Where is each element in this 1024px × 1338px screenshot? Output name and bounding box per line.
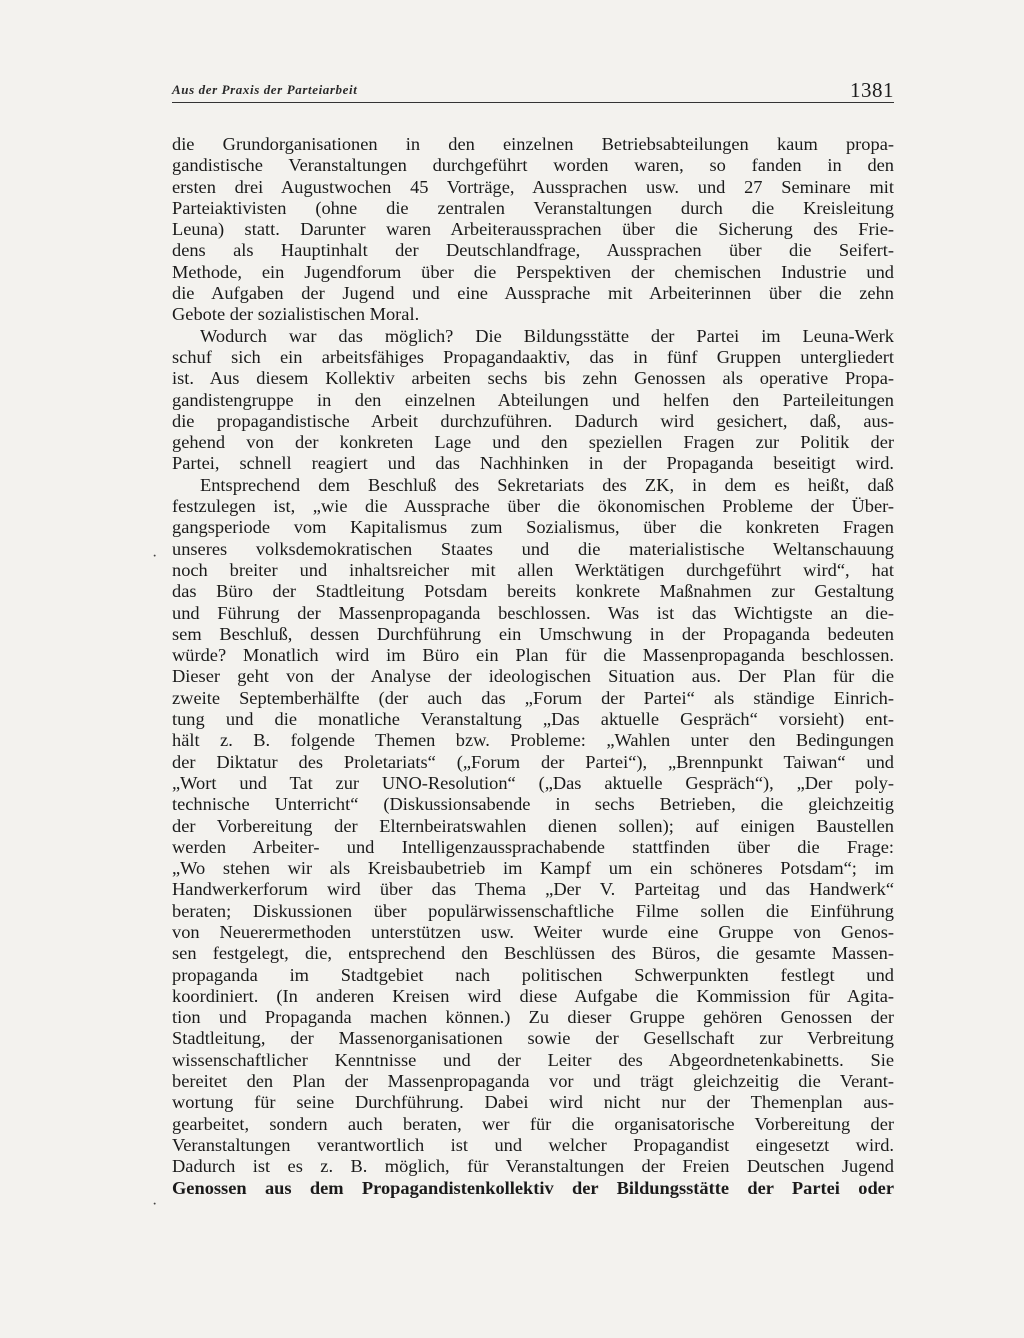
- margin-mark: ·: [152, 548, 158, 565]
- text-line: die Grundorganisationen in den einzelnen Betriebsabteilungen kaum propa-: [172, 134, 894, 154]
- text-line: Gebote der sozialistischen Moral.: [172, 304, 420, 325]
- text-line: tung und die monatliche Veranstaltung „Das aktuelle Gespräch“ vorsieht) ent-: [172, 709, 894, 730]
- text-line: Stadtleitung, der Massenorganisationen sowie der Gesellschaft zur Verbreitung: [172, 1028, 894, 1049]
- text-line: tion und Propaganda machen können.) Zu dieser Gruppe gehören Genossen der: [172, 1007, 894, 1028]
- text-line: gandistische Veranstaltungen durchgeführt worden waren, so fanden in den: [172, 155, 894, 176]
- text-line: der Vorbereitung der Elternbeiratswahlen dienen sollen); auf einigen Baustellen: [172, 815, 894, 836]
- text-line: Entsprechend dem Beschluß des Sekretariats des ZK, in dem es heißt, daß: [200, 474, 894, 495]
- text-line: ersten drei Augustwochen 45 Vorträge, Aussprachen usw. und 27 Seminare mit: [172, 176, 894, 197]
- text-line: Handwerkerforum wird über das Thema „Der V. Parteitag und das Handwerk“: [172, 879, 894, 900]
- running-head: Aus der Praxis der Parteiarbeit: [172, 82, 358, 97]
- text-line: propaganda im Stadtgebiet nach politischen Schwerpunkten festlegt und: [172, 964, 894, 985]
- text-line: Veranstaltungen verantwortlich ist und welcher Propagandist eingesetzt wird.: [172, 1134, 894, 1155]
- text-line: sen festgelegt, die, entsprechend den Beschlüssen des Büros, die gesamte Massen-: [172, 943, 894, 964]
- text-line: Wodurch war das möglich? Die Bildungsstätte der Partei im Leuna-Werk: [200, 325, 894, 346]
- body-text: [172, 134, 894, 1199]
- text-line: zweite Septemberhälfte (der auch das „Forum der Partei“ als ständige Einrich-: [172, 687, 894, 708]
- text-line: schuf sich ein arbeitsfähiges Propagandaaktiv, das in fünf Gruppen untergliedert: [172, 346, 894, 367]
- text-line: der Diktatur des Proletariats“ („Forum der Partei“), „Brennpunkt Taiwan“ und: [172, 751, 894, 772]
- text-line: dens als Hauptinhalt der Deutschlandfrage, Aussprachen über die Seifert-: [172, 240, 894, 261]
- text-line: Genossen aus dem Propagandistenkollektiv der Bildungsstätte der Partei oder: [172, 1177, 894, 1198]
- text-line: „Wo stehen wir als Kreisbaubetrieb im Kampf um ein schöneres Potsdam“; im: [172, 858, 894, 879]
- header-rule: [172, 102, 894, 103]
- text-line: gehend von der konkreten Lage und den speziellen Fragen zur Politik der: [172, 432, 894, 453]
- text-line: gangsperiode vom Kapitalismus zum Sozialismus, über die konkreten Fragen: [172, 517, 894, 538]
- text-line: würde? Monatlich wird im Büro ein Plan für die Massenpropaganda beschlossen.: [172, 645, 894, 666]
- text-line: werden Arbeiter- und Intelligenzaussprachabende stattfinden über die Frage:: [172, 836, 894, 857]
- text-line: gearbeitet, sondern auch beraten, wer für die organisatorische Vorbereitung der: [172, 1113, 894, 1134]
- text-line: festzulegen ist, „wie die Aussprache über die ökonomischen Probleme der Über-: [172, 496, 894, 517]
- text-line: Partei, schnell reagiert und das Nachhinken in der Propaganda beseitigt wird.: [172, 453, 894, 474]
- text-line: Leuna) statt. Darunter waren Arbeiteraussprachen über die Sicherung des Frie-: [172, 219, 894, 240]
- text-line: und Führung der Massenpropaganda beschlossen. Was ist das Wichtigste an die-: [172, 602, 894, 623]
- text-line: technische Unterricht“ (Diskussionsabende in sechs Betrieben, die gleichzeitig: [172, 794, 894, 815]
- text-line: Dadurch ist es z. B. möglich, für Veranstaltungen der Freien Deutschen Jugend: [172, 1156, 894, 1177]
- text-line: noch breiter und inhaltsreicher mit allen Werktätigen durchgeführt wird“, hat: [172, 559, 894, 580]
- text-line: wissenschaftlicher Kenntnisse und der Leiter des Abgeordnetenkabinetts. Sie: [172, 1049, 894, 1070]
- text-line: die propagandistische Arbeit durchzuführen. Dadurch wird gesichert, daß, aus-: [172, 410, 894, 431]
- text-line: hält z. B. folgende Themen bzw. Probleme: „Wahlen unter den Bedingungen: [172, 730, 894, 751]
- text-line: unseres volksdemokratischen Staates und die materialistische Weltanschauung: [172, 538, 894, 559]
- text-line: Methode, ein Jugendforum über die Perspektiven der chemischen Industrie und: [172, 261, 894, 282]
- page-number: 1381: [850, 78, 894, 102]
- text-line: koordiniert. (In anderen Kreisen wird diese Aufgabe die Kommission für Agita-: [172, 985, 894, 1006]
- text-line: „Wort und Tat zur UNO-Resolution“ („Das aktuelle Gespräch“), „Der poly-: [172, 772, 894, 793]
- text-line: gandistengruppe in den einzelnen Abteilungen und helfen den Parteileitungen: [172, 389, 894, 410]
- text-line: von Neuerermethoden unterstützen usw. Weiter wurde eine Gruppe von Genos-: [172, 921, 894, 942]
- text-line: Dieser geht von der Analyse der ideologischen Situation aus. Der Plan für die: [172, 666, 894, 687]
- text-line: beraten; Diskussionen über populärwissenschaftliche Filme sollen die Einführung: [172, 900, 894, 921]
- text-line: bereitet den Plan der Massenpropaganda vor und trägt gleichzeitig die Verant-: [172, 1071, 894, 1092]
- page-header: [172, 80, 894, 108]
- text-line: sem Beschluß, dessen Durchführung ein Umschwung in der Propaganda bedeuten: [172, 623, 894, 644]
- text-line: die Aufgaben der Jugend und eine Aussprache mit Arbeiterinnen über die zehn: [172, 283, 894, 304]
- margin-mark: ·: [152, 1196, 158, 1213]
- text-line: wortung für seine Durchführung. Dabei wird nicht nur der Themenplan aus-: [172, 1092, 894, 1113]
- text-line: das Büro der Stadtleitung Potsdam bereits konkrete Maßnahmen zur Gestaltung: [172, 581, 894, 602]
- text-line: Parteiaktivisten (ohne die zentralen Veranstaltungen durch die Kreisleitung: [172, 197, 894, 218]
- text-line: ist. Aus diesem Kollektiv arbeiten sechs bis zehn Genossen als operative Propa-: [172, 368, 894, 389]
